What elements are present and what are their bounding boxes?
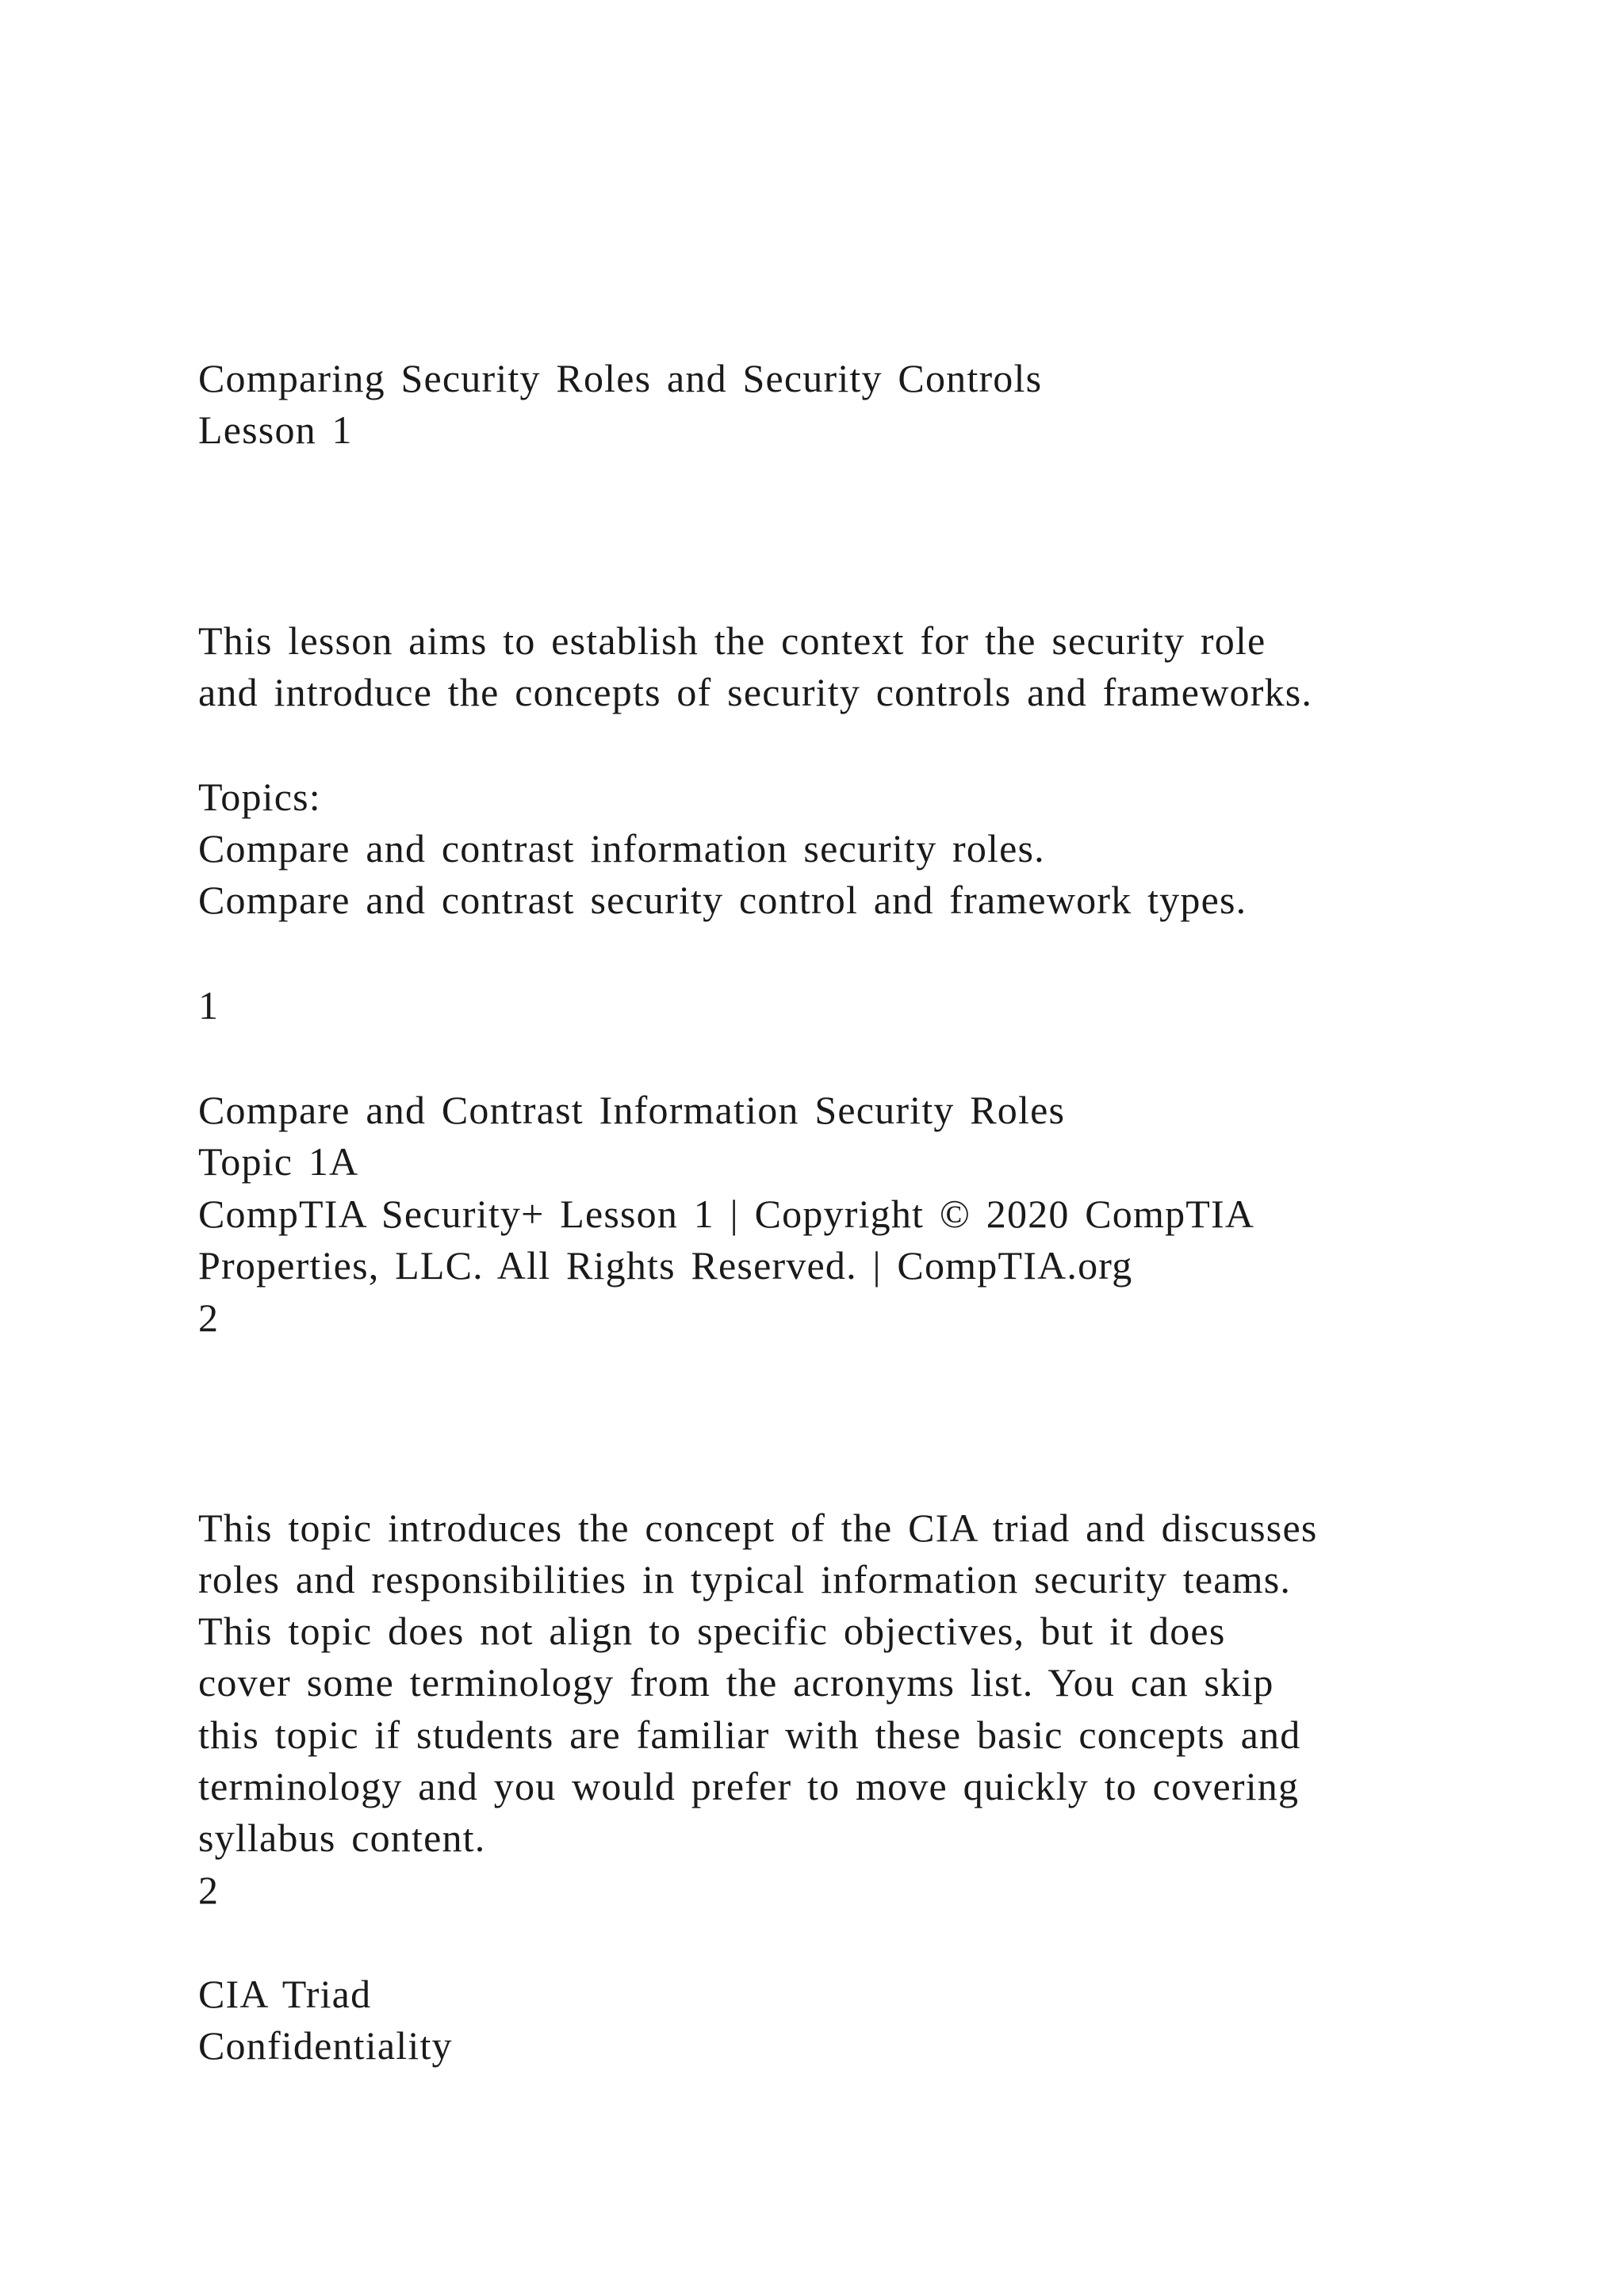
copyright-line-2: Properties, LLC. All Rights Reserved. | CompTIA.org bbox=[198, 1243, 1133, 1288]
page-number: 2 bbox=[198, 1868, 220, 1912]
topic-item-2: Compare and contrast security control and framework types. bbox=[198, 878, 1247, 922]
copyright-line-1: CompTIA Security+ Lesson 1 | Copyright © 2020 CompTIA bbox=[198, 1192, 1255, 1236]
intro-line-1: This lesson aims to establish the context for the security role bbox=[198, 618, 1266, 663]
cia-heading: CIA Triad bbox=[198, 1972, 372, 2016]
lesson-title: Comparing Security Roles and Security Controls bbox=[198, 356, 1043, 400]
section-title: Compare and Contrast Information Security Roles bbox=[198, 1088, 1066, 1132]
notes-line-4: cover some terminology from the acronyms list. You can skip bbox=[198, 1660, 1274, 1705]
notes-line-1: This topic introduces the concept of the CIA triad and discusses bbox=[198, 1506, 1318, 1550]
notes-line-5: this topic if students are familiar with these basic concepts and bbox=[198, 1712, 1301, 1757]
lesson-number: Lesson 1 bbox=[198, 408, 353, 452]
page-number: 2 bbox=[198, 1295, 220, 1340]
topics-heading: Topics: bbox=[198, 775, 321, 819]
topic-label: Topic 1A bbox=[198, 1139, 359, 1184]
notes-line-3: This topic does not align to specific objectives, but it does bbox=[198, 1609, 1226, 1653]
notes-line-2: roles and responsibilities in typical information security teams. bbox=[198, 1557, 1292, 1601]
intro-line-2: and introduce the concepts of security controls and frameworks. bbox=[198, 670, 1313, 714]
topic-item-1: Compare and contrast information security roles. bbox=[198, 826, 1045, 871]
notes-line-6: terminology and you would prefer to move quickly to covering bbox=[198, 1764, 1300, 1808]
page-number: 1 bbox=[198, 983, 220, 1027]
cia-item-confidentiality: Confidentiality bbox=[198, 2023, 453, 2068]
notes-line-7: syllabus content. bbox=[198, 1816, 486, 1860]
